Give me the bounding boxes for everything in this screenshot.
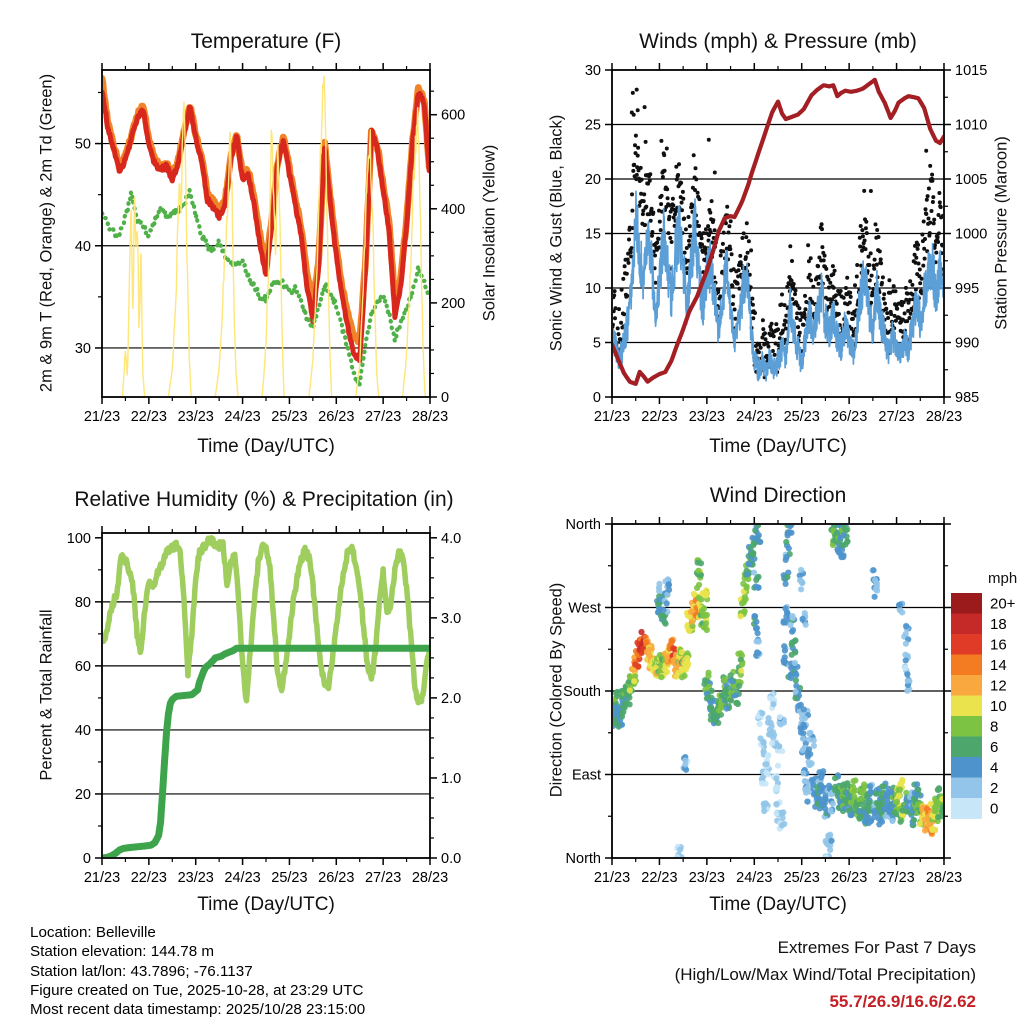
extremes-heading: Extremes For Past 7 Days <box>777 938 976 957</box>
temperature-title: Temperature (F) <box>190 30 342 53</box>
pressure-right-axis-label: Station Pressure (Maroon) <box>992 136 1011 330</box>
svg-text:23/23: 23/23 <box>177 870 214 886</box>
svg-text:8: 8 <box>990 718 999 736</box>
winds-pressure-title: Winds (mph) & Pressure (mb) <box>639 30 917 53</box>
svg-text:25/23: 25/23 <box>271 870 308 886</box>
svg-text:26/23: 26/23 <box>830 870 868 886</box>
svg-text:27/23: 27/23 <box>878 870 915 886</box>
wind-left-axis-label: Sonic Wind & Gust (Blue, Black) <box>547 114 566 352</box>
colorbar-units-label: mph <box>988 570 1018 587</box>
panel-frame-2 <box>67 526 461 886</box>
svg-text:27/23: 27/23 <box>364 870 402 886</box>
svg-text:400: 400 <box>441 201 466 218</box>
svg-text:North: North <box>565 517 601 533</box>
svg-text:18: 18 <box>990 615 1007 633</box>
svg-text:28/23: 28/23 <box>925 409 963 425</box>
svg-text:24/23: 24/23 <box>224 409 261 425</box>
svg-text:22/23: 22/23 <box>130 409 168 425</box>
svg-text:25/23: 25/23 <box>783 409 820 425</box>
svg-text:20: 20 <box>74 786 91 803</box>
svg-text:East: East <box>571 767 601 784</box>
svg-text:600: 600 <box>441 107 466 124</box>
wind-pressure-series <box>610 80 946 384</box>
svg-text:1000: 1000 <box>955 226 988 243</box>
svg-text:South: South <box>563 684 601 700</box>
svg-text:12: 12 <box>990 677 1007 695</box>
rh-left-axis-label: Percent & Total Rainfall <box>37 609 56 781</box>
svg-text:0: 0 <box>592 390 601 406</box>
svg-text:0: 0 <box>990 800 999 818</box>
svg-text:15: 15 <box>584 226 601 243</box>
svg-text:23/23: 23/23 <box>688 870 726 886</box>
svg-text:10: 10 <box>584 281 601 297</box>
svg-text:5: 5 <box>592 335 601 352</box>
svg-text:1015: 1015 <box>955 63 988 79</box>
svg-text:16: 16 <box>990 636 1007 654</box>
extremes-subheading: (High/Low/Max Wind/Total Precipitation) <box>674 965 976 984</box>
svg-text:26/23: 26/23 <box>830 409 868 425</box>
svg-text:10: 10 <box>990 697 1007 715</box>
svg-text:14: 14 <box>990 656 1007 674</box>
svg-text:28/23: 28/23 <box>411 870 449 886</box>
station-location: Location: Belleville <box>30 924 156 941</box>
svg-text:North: North <box>565 851 601 867</box>
svg-text:22/23: 22/23 <box>130 870 168 886</box>
direction-xaxis-label: Time (Day/UTC) <box>709 894 847 915</box>
svg-text:21/23: 21/23 <box>83 870 121 886</box>
svg-text:4: 4 <box>990 759 999 777</box>
svg-text:4.0: 4.0 <box>441 530 462 547</box>
svg-text:200: 200 <box>441 295 466 312</box>
svg-text:20+: 20+ <box>990 595 1016 613</box>
svg-text:28/23: 28/23 <box>925 870 963 886</box>
temp-left-axis-label: 2m & 9m T (Red, Orange) & 2m Td (Green) <box>37 73 56 393</box>
svg-text:2: 2 <box>990 779 999 797</box>
svg-text:0.0: 0.0 <box>441 851 462 867</box>
svg-text:50: 50 <box>74 136 91 153</box>
recent-data-timestamp: Most recent data timestamp: 2025/10/28 23:15:00 <box>30 1001 366 1019</box>
rh-precip-series <box>102 538 430 858</box>
svg-text:1.0: 1.0 <box>441 770 462 787</box>
svg-text:0: 0 <box>82 851 91 867</box>
extremes-block <box>532 934 976 1015</box>
svg-text:60: 60 <box>74 658 91 675</box>
temp-xaxis-label: Time (Day/UTC) <box>197 436 335 457</box>
figure-created-timestamp: Figure created on Tue, 2025-10-28, at 23:29 UTC <box>30 981 364 999</box>
humidity-precip-title: Relative Humidity (%) & Precipitation (in) <box>74 488 454 511</box>
svg-text:22/23: 22/23 <box>641 409 678 425</box>
svg-text:1005: 1005 <box>955 172 988 188</box>
svg-text:20: 20 <box>584 172 601 188</box>
svg-text:2.0: 2.0 <box>441 690 462 707</box>
wind-direction-title: Wind Direction <box>709 484 847 507</box>
speed-colorbar <box>951 593 1016 819</box>
svg-text:24/23: 24/23 <box>736 870 773 886</box>
svg-text:24/23: 24/23 <box>224 870 261 886</box>
svg-text:28/23: 28/23 <box>411 409 449 425</box>
svg-text:26/23: 26/23 <box>318 409 355 425</box>
svg-text:985: 985 <box>955 390 980 406</box>
svg-text:100: 100 <box>66 530 91 547</box>
svg-text:3.0: 3.0 <box>441 610 462 627</box>
svg-text:21/23: 21/23 <box>83 409 121 425</box>
solar-right-axis-label: Solar Insolation (Yellow) <box>480 144 499 322</box>
svg-text:40: 40 <box>74 722 91 739</box>
direction-left-axis-label: Direction (Colored By Speed) <box>547 582 566 798</box>
svg-text:25/23: 25/23 <box>783 870 820 886</box>
svg-text:21/23: 21/23 <box>593 870 631 886</box>
svg-text:1010: 1010 <box>955 117 988 134</box>
svg-text:25: 25 <box>584 117 601 134</box>
svg-text:27/23: 27/23 <box>878 409 915 425</box>
svg-text:West: West <box>568 600 601 617</box>
svg-text:6: 6 <box>990 738 999 756</box>
svg-text:22/23: 22/23 <box>641 870 678 886</box>
svg-text:30: 30 <box>74 340 91 357</box>
svg-text:80: 80 <box>74 594 91 611</box>
station-elevation: Station elevation: 144.78 m <box>30 943 215 961</box>
svg-text:25/23: 25/23 <box>271 409 308 425</box>
svg-text:27/23: 27/23 <box>364 409 402 425</box>
temperature-series <box>102 76 429 397</box>
svg-text:0: 0 <box>441 390 450 406</box>
svg-text:21/23: 21/23 <box>593 409 631 425</box>
svg-text:26/23: 26/23 <box>318 870 355 886</box>
rh-xaxis-label: Time (Day/UTC) <box>197 894 335 915</box>
svg-text:24/23: 24/23 <box>736 409 773 425</box>
svg-text:990: 990 <box>955 335 980 352</box>
svg-text:995: 995 <box>955 281 980 297</box>
svg-text:40: 40 <box>74 238 91 255</box>
svg-text:23/23: 23/23 <box>688 409 726 425</box>
station-info-block <box>30 923 365 1019</box>
station-latlon: Station lat/lon: 43.7896; -76.1137 <box>30 962 253 980</box>
svg-text:23/23: 23/23 <box>177 409 214 425</box>
wind-xaxis-label: Time (Day/UTC) <box>709 436 847 457</box>
extremes-values: 55.7/26.9/16.6/2.62 <box>829 992 976 1011</box>
svg-text:30: 30 <box>584 63 601 79</box>
